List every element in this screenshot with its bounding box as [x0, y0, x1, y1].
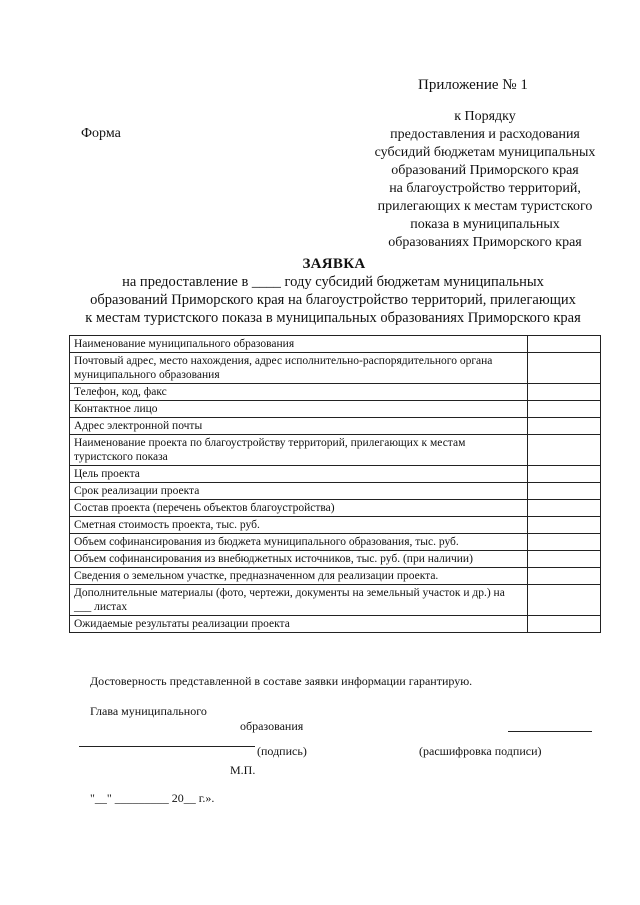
approval-line: показа в муниципальных [410, 217, 560, 232]
approval-line: на благоустройство территорий, [389, 181, 581, 196]
subtitle-line: к местам туристского показа в муниципальных образованиях Приморского края [85, 310, 581, 326]
form-label: Форма [81, 126, 121, 141]
head-label-continued: образования [240, 719, 304, 733]
subtitle-line: на предоставление в ____ году субсидий бюджетам муниципальных [122, 274, 544, 290]
row-label: Почтовый адрес, место нахождения, адрес исполнительно-распорядительного органа муниципального образования [70, 353, 528, 384]
table-row [70, 616, 601, 633]
row-label: Адрес электронной почты [70, 418, 528, 435]
approval-line: предоставления и расходования [390, 127, 580, 142]
value-cell[interactable] [528, 483, 601, 500]
row-label: Наименование проекта по благоустройству территорий, прилегающих к местам туристского показа [70, 435, 528, 466]
approval-line: прилегающих к местам туристского [377, 199, 593, 214]
table-row [70, 568, 601, 585]
row-label: Контактное лицо [70, 401, 528, 418]
value-cell[interactable] [528, 551, 601, 568]
table-row [70, 336, 601, 353]
document-title: ЗАЯВКА [302, 256, 366, 272]
table-row [70, 483, 601, 500]
guarantee-text: Достоверность представленной в составе заявки информации гарантирую. [90, 674, 473, 688]
value-cell[interactable] [528, 466, 601, 483]
document-subtitle [50, 273, 616, 327]
signature-line[interactable] [79, 746, 255, 747]
signature-caption: (подпись) [257, 744, 307, 758]
signature-decode-caption: (расшифровка подписи) [419, 744, 542, 758]
row-label: Объем софинансирования из бюджета муниципального образования, тыс. руб. [70, 534, 528, 551]
table-row [70, 500, 601, 517]
value-cell[interactable] [528, 534, 601, 551]
appendix-number: Приложение № 1 [418, 77, 528, 93]
value-cell[interactable] [528, 517, 601, 534]
table-row [70, 534, 601, 551]
subtitle-line: образований Приморского края на благоустройство территорий, прилегающих [90, 292, 576, 308]
value-cell[interactable] [528, 336, 601, 353]
row-label: Сметная стоимость проекта, тыс. руб. [70, 517, 528, 534]
table-row [70, 401, 601, 418]
value-cell[interactable] [528, 568, 601, 585]
approval-reference [318, 108, 640, 252]
table-row [70, 551, 601, 568]
value-cell[interactable] [528, 418, 601, 435]
approval-line: субсидий бюджетам муниципальных [374, 145, 596, 160]
table-row [70, 517, 601, 534]
value-cell[interactable] [528, 401, 601, 418]
row-label: Наименование муниципального образования [70, 336, 528, 353]
table-row [70, 418, 601, 435]
date-line: "__" _________ 20__ г.». [90, 791, 215, 805]
value-cell[interactable] [528, 585, 601, 616]
approval-line: образованиях Приморского края [388, 235, 582, 250]
value-cell[interactable] [528, 353, 601, 384]
table-row [70, 466, 601, 483]
row-label: Телефон, код, факс [70, 384, 528, 401]
row-label: Срок реализации проекта [70, 483, 528, 500]
approval-line: образований Приморского края [391, 163, 579, 178]
row-label: Сведения о земельном участке, предназначенном для реализации проекта. [70, 568, 528, 585]
value-cell[interactable] [528, 435, 601, 466]
application-table [69, 335, 601, 633]
head-label: Глава муниципального [90, 704, 207, 718]
value-cell[interactable] [528, 500, 601, 517]
row-label: Состав проекта (перечень объектов благоустройства) [70, 500, 528, 517]
row-label: Ожидаемые результаты реализации проекта [70, 616, 528, 633]
value-cell[interactable] [528, 384, 601, 401]
value-cell[interactable] [528, 616, 601, 633]
table-row [70, 585, 601, 616]
table-row [70, 353, 601, 384]
signature-decode-line[interactable] [508, 731, 592, 732]
table-row [70, 384, 601, 401]
approval-line: к Порядку [454, 109, 516, 124]
table-row [70, 435, 601, 466]
row-label: Цель проекта [70, 466, 528, 483]
row-label: Объем софинансирования из внебюджетных источников, тыс. руб. (при наличии) [70, 551, 528, 568]
stamp-label: М.П. [230, 763, 256, 777]
row-label: Дополнительные материалы (фото, чертежи, документы на земельный участок и др.) на ___ листах [70, 585, 528, 616]
